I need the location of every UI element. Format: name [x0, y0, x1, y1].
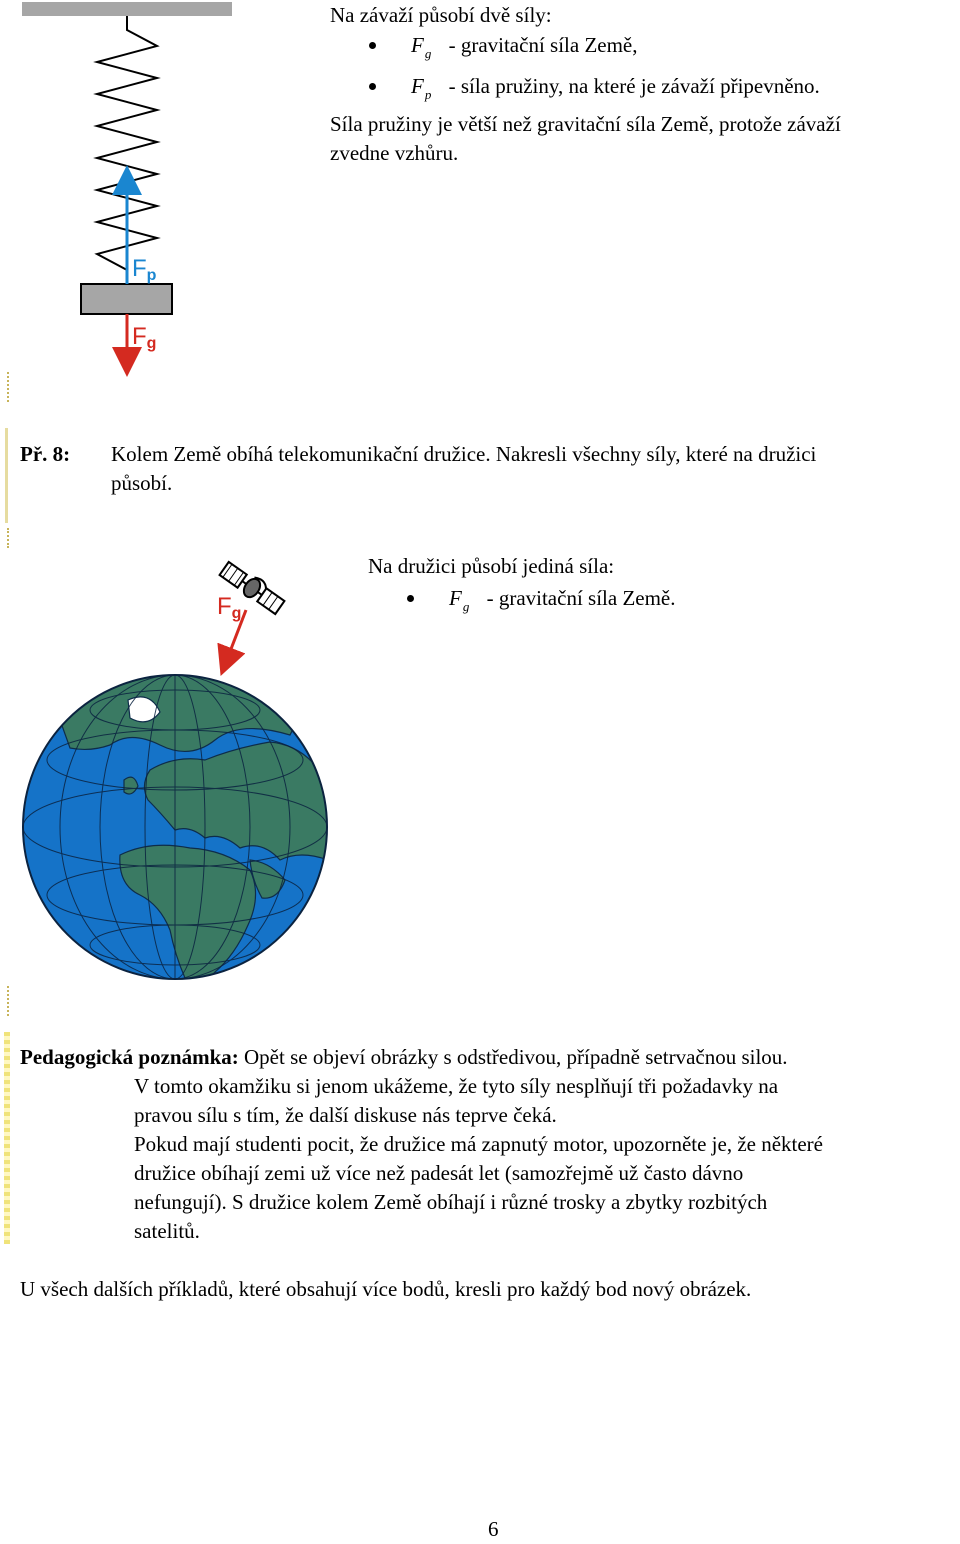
satellite-gravity-label: Fg [217, 593, 242, 622]
spring-force-label: Fp [132, 255, 157, 284]
example-text-line2: působí. [111, 471, 173, 495]
note-line: Pokud mají studenti pocit, že družice má zapnutý motor, upozorněte je, že některé [134, 1132, 824, 1156]
ceiling-bar [22, 2, 232, 16]
satellite-earth-figure [0, 540, 340, 990]
satellite-intro: Na družici působí jediná síla: [368, 554, 615, 578]
note-line: družice obíhají zemi už více než padesát let (samozřejmě už často dávno [134, 1161, 744, 1185]
margin-marker [7, 986, 11, 1016]
note-line: pravou sílu s tím, že další diskuse nás teprve čeká. [134, 1103, 557, 1127]
weight-block [81, 284, 172, 314]
spring-conclusion-line1: Síla pružiny je větší než gravitační síla Země, protože závaží [330, 112, 841, 136]
spring-force-figure [0, 0, 330, 390]
bullet-satellite-gravity: $F_g$ - gravitační síla Země. [449, 586, 676, 614]
bullet-dot [369, 83, 376, 90]
footer-note: U všech dalších příkladů, které obsahují více bodů, kresli pro každý bod nový obrázek. [20, 1277, 752, 1301]
margin-marker [7, 372, 11, 402]
note-line: V tomto okamžiku si jenom ukážeme, že tyto síly nesplňují tři požadavky na [134, 1074, 779, 1098]
pedagogical-note [20, 1043, 960, 1246]
margin-marker [5, 428, 8, 523]
earth-globe [23, 672, 328, 983]
bullet-dot [407, 595, 414, 602]
note-heading: Pedagogická poznámka: [20, 1045, 239, 1069]
bullet-spring: $F_p$ - síla pružiny, na které je závaží připevněno. [411, 74, 820, 102]
spring-intro: Na závaží působí dvě síly: [330, 3, 552, 27]
note-line: nefungují). S družice kolem Země obíhají i různé trosky a zbytky rozbitých [134, 1190, 768, 1214]
gravity-force-label: Fg [132, 323, 157, 352]
bullet-gravity: $F_g$ - gravitační síla Země, [411, 33, 638, 61]
example-text-line1: Kolem Země obíhá telekomunikační družice. Nakresli všechny síly, které na družici [111, 442, 817, 466]
page-number: 6 [488, 1517, 499, 1541]
margin-marker [4, 1032, 10, 1244]
note-line: satelitů. [134, 1219, 200, 1243]
example-label: Př. 8: [20, 442, 71, 466]
note-line: Opět se objeví obrázky s odstředivou, případně setrvačnou silou. [244, 1045, 788, 1069]
spring-conclusion-line2: zvedne vzhůru. [330, 141, 459, 165]
bullet-dot [369, 42, 376, 49]
